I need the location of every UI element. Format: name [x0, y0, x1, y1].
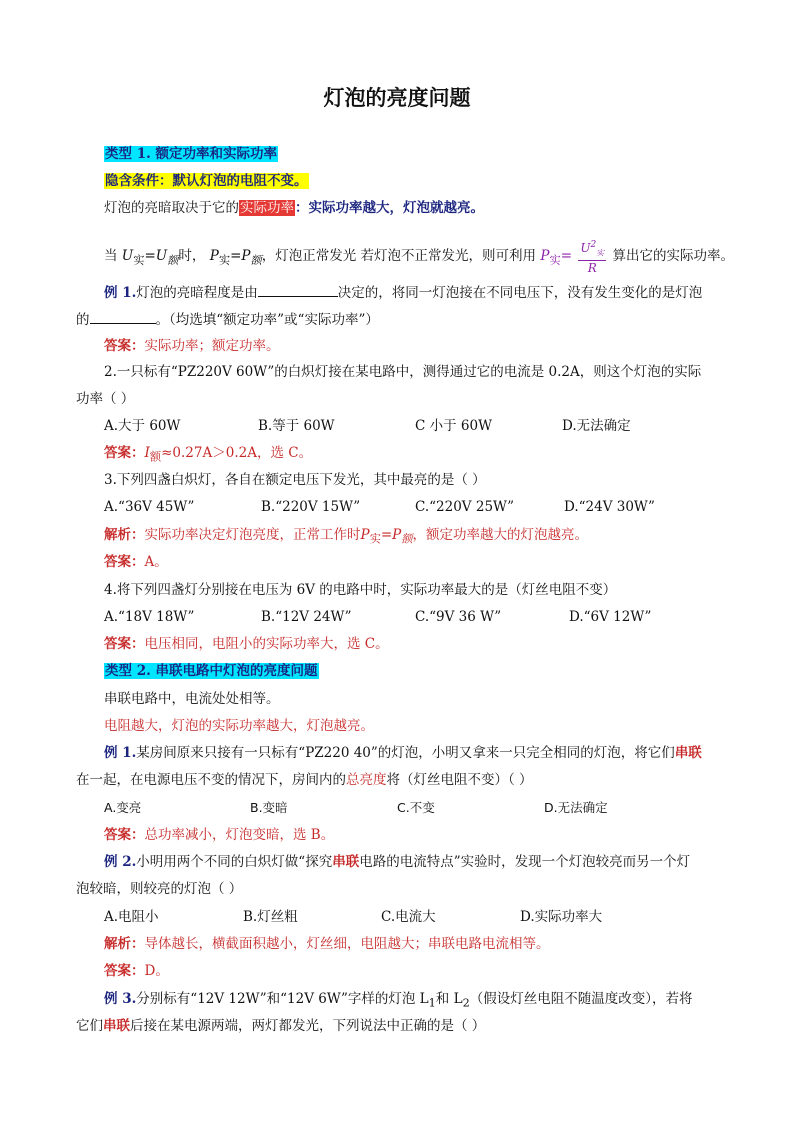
answer-1 — [104, 336, 724, 356]
text: 它们 — [76, 1018, 103, 1034]
answer-label: 答案： — [104, 445, 145, 461]
option-b: B.“12V 24W” — [261, 609, 352, 625]
keyword: 串联 — [674, 745, 702, 761]
text: 。（均选填“额定功率”或“实际功率”） — [155, 312, 379, 328]
analysis-3 — [104, 525, 724, 550]
example-1-line-1 — [104, 282, 724, 303]
answer-2-2 — [104, 961, 724, 981]
option-b: B.“220V 15W” — [261, 499, 361, 515]
text: 电路的电流特点”实验时，发现一个灯泡较亮而另一个灯 — [359, 854, 691, 870]
option-c: C.不变 — [397, 800, 435, 815]
answer-text: 实际功率；额定功率。 — [144, 338, 280, 354]
section-label: 类型 1. 额定功率和实际功率 — [105, 146, 277, 162]
power-formula — [578, 238, 606, 275]
text: （假设灯丝电阻不随温度改变），若将 — [469, 991, 693, 1007]
option-c: C.电流大 — [381, 909, 436, 925]
eq: = — [144, 248, 156, 265]
section-label: 类型 2. 串联电路中灯泡的亮度问题 — [105, 663, 318, 679]
eq: = — [230, 248, 242, 265]
answer-2 — [104, 443, 724, 468]
formula-sub: 实 — [549, 253, 561, 267]
option-d: D.“6V 12W” — [569, 609, 652, 625]
answer-label: 答案： — [104, 827, 145, 843]
formula-eq: = — [560, 248, 573, 265]
text: 决定的，将同一灯泡接在不同电压下，没有发生变化的是灯泡 — [337, 285, 703, 301]
example-label: 例 3. — [104, 991, 137, 1007]
blank — [258, 282, 338, 297]
formula-exp: 2 — [590, 240, 597, 250]
option-a: A.大于 60W — [104, 418, 181, 434]
option-c: C 小于 60W — [415, 418, 492, 434]
hidden-condition-text: 隐含条件：默认灯泡的电阻不变。 — [105, 173, 308, 189]
formula-den: R — [587, 261, 597, 276]
sub: 额 — [250, 253, 262, 267]
var-p: P — [392, 527, 402, 543]
series-rule-1: 串联电路中，电流处处相等。 — [104, 691, 280, 707]
series-rule-2: 电阻越大，灯泡的实际功率越大，灯泡越亮。 — [104, 718, 374, 734]
formula-num-sub: 实 — [596, 248, 605, 258]
rule-text: 灯泡的亮暗取决于它的 — [104, 200, 239, 216]
answer-text: 总功率减小，灯泡变暗，选 B。 — [144, 827, 335, 843]
sub: 额 — [167, 253, 179, 267]
answer-text: 电压相同，电阻小的实际功率大，选 C。 — [144, 636, 389, 652]
formula-num: U — [580, 241, 591, 255]
sub: 1 — [428, 996, 436, 1010]
keyword: 串联 — [103, 1018, 130, 1034]
var-i: I — [144, 445, 150, 461]
option-b: B.灯丝粗 — [243, 909, 298, 925]
example-2-1-line-2 — [76, 770, 724, 790]
rule-emphasis: ：实际功率越大，灯泡就越亮。 — [295, 200, 484, 216]
text: 时， — [178, 248, 206, 265]
question-2-line-2: 功率（ ） — [76, 391, 135, 407]
answer-4 — [104, 634, 724, 654]
option-d: D.无法确定 — [544, 800, 608, 815]
analysis-text: ，额定功率越大的灯泡越亮。 — [412, 527, 589, 543]
answer-label: 答案： — [104, 636, 145, 652]
formula-paragraph — [104, 238, 734, 276]
sub: 实 — [369, 532, 381, 546]
var-p: P — [241, 248, 251, 265]
question-3-line-1: 3.下列四盏白炽灯，各自在额定电压下发光，其中最亮的是（ ） — [104, 472, 486, 488]
text: 若灯泡不正常发光，则可利用 — [360, 248, 537, 265]
example-2-2-line-2: 泡较暗，则较亮的灯泡（ ） — [76, 881, 243, 897]
answer-2-1 — [104, 825, 724, 845]
example-1-line-2 — [76, 309, 724, 330]
example-2-1-line-1 — [104, 743, 724, 763]
example-2-3-line-2 — [76, 1016, 724, 1036]
text: 分别标有“12V 12W”和“12V 6W”字样的灯泡 L — [136, 991, 429, 1007]
text: 某房间原来只接有一只标有“PZ220 40”的灯泡，小明又拿来一只完全相同的灯泡，将它们 — [136, 745, 675, 761]
option-a: A.电阻小 — [104, 909, 159, 925]
var-p: P — [209, 248, 219, 265]
text: 的 — [76, 312, 90, 328]
text: 小明用两个不同的白炽灯做“探究 — [136, 854, 333, 870]
text: 后接在某电源两端，两灯都发光，下列说法中正确的是（ ） — [130, 1018, 486, 1034]
eq: = — [380, 527, 393, 543]
text: 当 — [104, 248, 118, 265]
question-2-line-1: 2.一只标有“PZ220V 60W”的白炽灯接在某电路中，测得通过它的电流是 0.2A，则这个灯泡的实际 — [104, 364, 702, 380]
option-b: B.等于 60W — [258, 418, 335, 434]
text: ，灯泡正常发光 — [261, 248, 357, 265]
keyword: 总亮度 — [346, 772, 387, 788]
section-1-heading — [104, 144, 724, 164]
text: 和 L — [435, 991, 463, 1007]
analysis-label: 解析： — [104, 527, 145, 543]
page-title: 灯泡的亮度问题 — [323, 86, 471, 110]
answer-label: 答案： — [104, 338, 145, 354]
text: 将（灯丝电阻不变）（ ） — [386, 772, 533, 788]
example-label: 例 1. — [104, 745, 137, 761]
sub: 实 — [133, 253, 145, 267]
option-a: A.变亮 — [104, 800, 142, 815]
section-2-heading — [104, 661, 724, 681]
option-c: C.“220V 25W” — [415, 499, 515, 515]
option-a: A.“18V 18W” — [104, 609, 195, 625]
example-2-2-line-1 — [104, 852, 724, 872]
var-u: U — [155, 248, 168, 265]
rule-paragraph — [104, 198, 724, 218]
example-label: 例 2. — [104, 854, 137, 870]
answer-text: ≈0.27A＞0.2A，选 C。 — [161, 445, 313, 461]
formula-p: P — [540, 248, 550, 265]
text: 在一起，在电源电压不变的情况下，房间内的 — [76, 772, 346, 788]
sub: 额 — [401, 532, 413, 546]
answer-label: 答案： — [104, 554, 145, 570]
text: 算出它的实际功率。 — [612, 248, 734, 265]
option-b: B.变暗 — [250, 800, 288, 815]
question-4-line-1: 4.将下列四盏灯分别接在电压为 6V 的电路中时，实际功率最大的是（灯丝电阻不变） — [104, 582, 617, 598]
analysis-label: 解析： — [104, 936, 145, 952]
option-c: C.“9V 36 W” — [415, 609, 502, 625]
answer-3 — [104, 552, 724, 572]
analysis-text: 实际功率决定灯泡亮度，正常工作时 — [144, 527, 361, 543]
analysis-text: 导体越长，横截面积越小，灯丝细，电阻越大；串联电路电流相等。 — [144, 936, 550, 952]
blank — [90, 309, 156, 324]
example-label: 例 1. — [104, 285, 137, 301]
var-u: U — [121, 248, 134, 265]
sub: 额 — [149, 450, 162, 464]
example-2-3-line-1 — [104, 989, 724, 1014]
analysis-2-2 — [104, 934, 724, 954]
text: 灯泡的亮暗程度是由 — [136, 285, 258, 301]
hidden-condition — [104, 171, 724, 191]
sub: 2 — [462, 996, 470, 1010]
highlight-term: 实际功率 — [240, 200, 294, 216]
sub: 实 — [218, 253, 231, 267]
option-d: D.“24V 30W” — [564, 499, 655, 515]
option-a: A.“36V 45W” — [104, 499, 195, 515]
option-d: D.实际功率大 — [520, 909, 603, 925]
option-d: D.无法确定 — [562, 418, 631, 434]
answer-text: A。 — [144, 554, 168, 570]
keyword: 串联 — [332, 854, 360, 870]
answer-text: D。 — [144, 963, 169, 979]
answer-label: 答案： — [104, 963, 145, 979]
var-p: P — [360, 527, 370, 543]
